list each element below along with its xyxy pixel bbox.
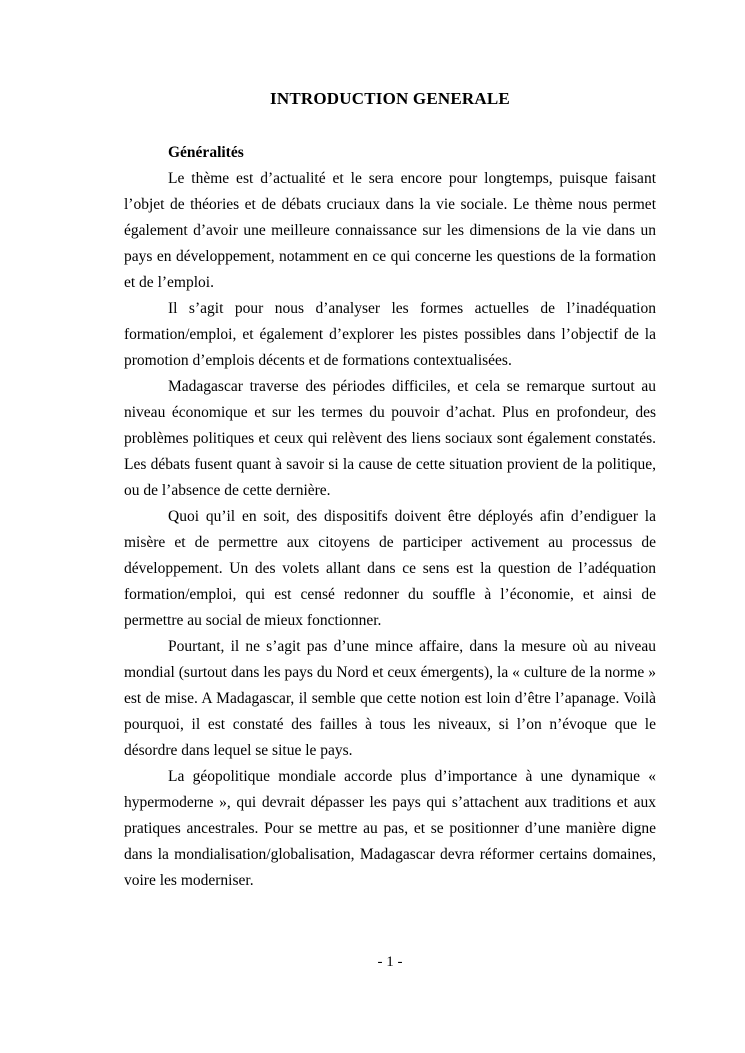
paragraph: Madagascar traverse des périodes difficiles, et cela se remarque surtout au niveau économique et sur les termes du pouvoir d’achat. Plus en profondeur, des problèmes politiques et ceux qui relèvent des liens sociaux sont également constatés. Les débats fusent quant à savoir si la cause de cette situation provient de la politique, ou de l’absence de cette dernière. [124, 378, 656, 499]
section-heading: Généralités [168, 144, 244, 161]
paragraph: Quoi qu’il en soit, des dispositifs doivent être déployés afin d’endiguer la misère et de permettre aux citoyens de participer activement au processus de développement. Un des volets allant dans ce sens est la question de l’adéquation formation/emploi, qui est censé redonner du souffle à l’économie, et ainsi de permettre au social de mieux fonctionner. [124, 508, 656, 629]
paragraph: Pourtant, il ne s’agit pas d’une mince affaire, dans la mesure où au niveau mondial (surtout dans les pays du Nord et ceux émergents), la « culture de la norme » est de mise. A Madagascar, il semble que cette notion est loin d’être l’apanage. Voilà pourquoi, il est constaté des failles à tous les niveaux, si l’on n’évoque que le désordre dans lequel se situe le pays. [124, 638, 656, 759]
paragraph: La géopolitique mondiale accorde plus d’importance à une dynamique « hypermoderne », qui devrait dépasser les pays qui s’attachent aux traditions et aux pratiques ancestrales. Pour se mettre au pas, et se positionner d’une manière digne dans la mondialisation/globalisation, Madagascar devra réformer certains domaines, voire les moderniser. [124, 768, 656, 889]
document-title: INTRODUCTION GENERALE [270, 89, 510, 108]
paragraph: Il s’agit pour nous d’analyser les formes actuelles de l’inadéquation formation/emploi, et également d’explorer les pistes possibles dans l’objectif de la promotion d’emplois décents et de formations contextualisées. [124, 300, 656, 369]
paragraph: Le thème est d’actualité et le sera encore pour longtemps, puisque faisant l’objet de théories et de débats cruciaux dans la vie sociale. Le thème nous permet également d’avoir une meilleure connaissance sur les dimensions de la vie dans un pays en développement, notamment en ce qui concerne les questions de la formation et de l’emploi. [124, 170, 656, 291]
page-number: - 1 - [377, 954, 403, 970]
